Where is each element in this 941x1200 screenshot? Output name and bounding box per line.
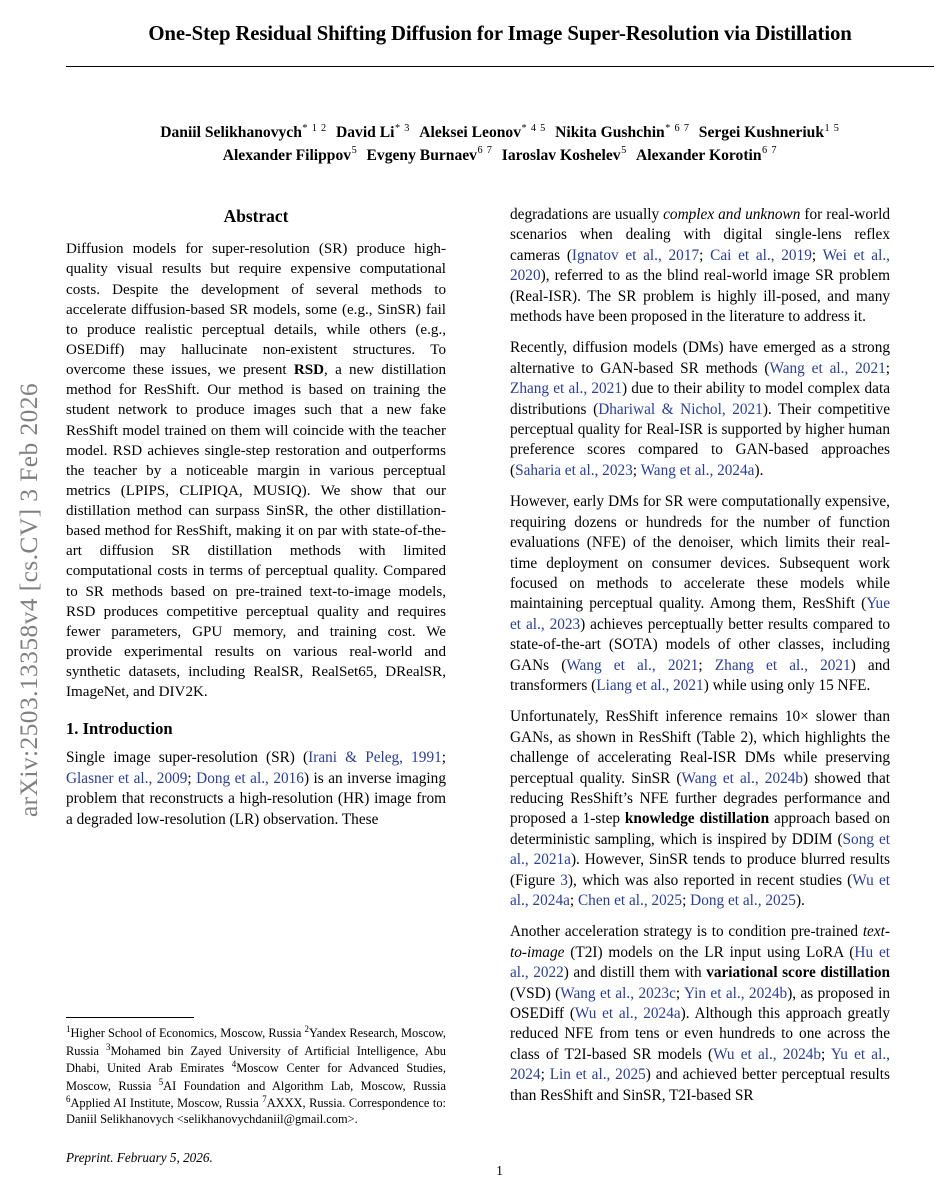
citation-link[interactable]: Lin et al., 2025 bbox=[549, 1066, 646, 1084]
citation-link[interactable]: Liang et al., 2021 bbox=[596, 676, 704, 694]
rc-p1-sep-1: ; bbox=[699, 246, 711, 264]
author-name: David Li bbox=[335, 124, 395, 142]
author-entry bbox=[555, 124, 690, 141]
rc-p1-italic: complex and unknown bbox=[663, 206, 801, 223]
rc-p2-part-3: ). Their competitive perceptual quality for Real-ISR is supported by higher human preference scores compared to GAN-based approaches ( bbox=[510, 400, 890, 479]
footnote-marker-6: 6 bbox=[66, 1094, 71, 1105]
author-entry bbox=[367, 147, 493, 164]
footnote-marker-3: 3 bbox=[106, 1041, 111, 1052]
rc-p3-sep-1: ; bbox=[698, 656, 715, 674]
rc-p5-part-4: (VSD) ( bbox=[510, 984, 561, 1002]
author-name: Nikita Gushchin bbox=[555, 124, 665, 142]
citation-link[interactable]: Zhang et al., 2021 bbox=[714, 656, 851, 674]
footnote-marker-1: 1 bbox=[66, 1024, 71, 1034]
rc-p4-part-5: ), which was also reported in recent studies ( bbox=[567, 871, 853, 889]
rc-p2-part-4: ). bbox=[754, 461, 764, 479]
rc-p4-part-2: ) showed that reducing ResShift’s NFE further degrades performance and proposed a 1-step bbox=[510, 769, 890, 828]
author-entry bbox=[223, 147, 358, 164]
citation-link[interactable]: Dhariwal & Nichol, 2021 bbox=[598, 400, 763, 418]
author-affiliation-marks: 6 7 bbox=[477, 145, 493, 157]
citation-link[interactable]: Song et al., 2021a bbox=[510, 830, 890, 869]
rc-p4-bold: knowledge distillation bbox=[624, 810, 770, 828]
citation-link[interactable]: Dong et al., 2025 bbox=[690, 892, 796, 909]
citation-link[interactable]: Ignatov et al., 2017 bbox=[571, 246, 700, 264]
rc-p3-part-4: ) while using only 15 NFE. bbox=[703, 676, 871, 694]
rc-p1-part-3: ), referred to as the blind real-world image SR problem (Real-ISR). The SR problem is highly ill-posed, and many methods have been proposed in the literature to address it. bbox=[510, 267, 890, 326]
rc-p5-part-2: (T2I) models on the LR input using LoRA ( bbox=[564, 943, 855, 961]
author-name: Alexander Filippov bbox=[222, 146, 352, 164]
rc-p4-part-1: Unfortunately, ResShift inference remains 10× slower than GANs, as shown in ResShift (Table 2), which highlights the challenge of accelerating Real-ISR DMs while preserving perceptual quality. SinSR ( bbox=[510, 708, 890, 787]
footnote-marker-7: 7 bbox=[262, 1094, 267, 1105]
rc-p2-sep-1: ; bbox=[885, 359, 890, 377]
author-name: Sergei Kushneriuk bbox=[698, 124, 824, 142]
citation-link[interactable]: Wu et al., 2024b bbox=[713, 1045, 822, 1063]
body-paragraph bbox=[510, 205, 890, 327]
rc-p5-bold: variational score distillation bbox=[706, 964, 890, 982]
citation-link[interactable]: Hu et al., 2022 bbox=[510, 943, 891, 982]
author-entry bbox=[336, 124, 410, 141]
citation-link[interactable]: Wei et al., 2020 bbox=[510, 246, 890, 285]
rc-p2-sep-2: ; bbox=[632, 461, 641, 479]
footnote-text-5: AI Foundation and Algorithm Lab, Moscow, Russia bbox=[163, 1078, 446, 1093]
intro-text-part-1: Single image super-resolution (SR) ( bbox=[66, 749, 309, 767]
rc-p5-sep-1: ; bbox=[675, 984, 684, 1002]
citation-link[interactable]: Yu et al., 2024 bbox=[510, 1045, 890, 1084]
footnote-marker-5: 5 bbox=[158, 1076, 164, 1087]
author-affiliation-marks: * 6 7 bbox=[665, 123, 690, 134]
body-paragraph bbox=[510, 922, 890, 1106]
author-list bbox=[66, 122, 934, 167]
citation-link[interactable]: Glasner et al., 2009 bbox=[66, 769, 188, 787]
citation-link[interactable]: Wang et al., 2024b bbox=[681, 769, 804, 787]
footnote-marker-4: 4 bbox=[231, 1059, 237, 1070]
author-affiliation-marks: 5 bbox=[621, 145, 628, 157]
author-affiliation-marks: 6 7 bbox=[762, 145, 778, 157]
author-affiliation-marks: 1 5 bbox=[824, 123, 840, 134]
citation-link[interactable]: Chen et al., 2025 bbox=[577, 892, 683, 909]
footnote-text-2: Yandex Research, Moscow, Russia bbox=[66, 1026, 446, 1058]
author-name: Aleksei Leonov bbox=[419, 124, 522, 142]
rc-p5-sep-3: ; bbox=[540, 1066, 550, 1084]
rc-p5-italic: text-to-image bbox=[510, 923, 890, 961]
preprint-notice: Preprint. February 5, 2026. bbox=[66, 1150, 213, 1165]
author-affiliation-marks: * 1 2 bbox=[302, 123, 327, 134]
title-divider bbox=[66, 66, 934, 67]
author-affiliation-marks: * 4 5 bbox=[521, 123, 547, 134]
footnote-divider bbox=[66, 1017, 194, 1018]
introduction-section bbox=[66, 719, 446, 830]
footnote-marker-2: 2 bbox=[304, 1024, 309, 1034]
rc-p1-part-2: for real-world scenarios when dealing with digital single-lens reflex cameras ( bbox=[510, 206, 890, 264]
rc-p2-part-1: Recently, diffusion models (DMs) have emerged as a strong alternative to GAN-based SR methods ( bbox=[510, 339, 890, 377]
arxiv-stamp bbox=[0, 0, 58, 1200]
citation-link[interactable]: Wang et al., 2023c bbox=[560, 984, 676, 1002]
left-column bbox=[66, 205, 446, 830]
author-name: Alexander Korotin bbox=[636, 146, 762, 164]
intro-sep-1: ; bbox=[441, 749, 446, 767]
footnote-text-4: Moscow Center for Advanced Studies, Moscow, Russia bbox=[66, 1061, 446, 1093]
title-block bbox=[66, 22, 934, 67]
rc-p5-part-7: ) and achieved better perceptual results than ResShift and SinSR, T2I-based SR bbox=[510, 1066, 890, 1104]
intro-sep-2: ; bbox=[187, 769, 197, 787]
citation-link[interactable]: Zhang et al., 2021 bbox=[510, 380, 622, 398]
rc-p4-sep-1: ; bbox=[569, 892, 578, 909]
figure-reference-link[interactable]: 3 bbox=[560, 871, 568, 889]
author-entry bbox=[419, 124, 546, 141]
rc-p5-part-3: ) and distill them with bbox=[563, 964, 707, 982]
rc-p4-sep-2: ; bbox=[682, 892, 691, 909]
rc-p2-part-2: ) due to their ability to model complex data distributions ( bbox=[510, 380, 891, 418]
footnote-text-7: AXXX, Russia. Correspondence to: Daniil Selikhanovych <selikhanovychdaniil@gmail.com>. bbox=[66, 1096, 446, 1126]
right-column bbox=[510, 205, 890, 1106]
author-entry bbox=[636, 147, 777, 164]
rc-p3-part-2: ) achieves perceptually better results compared to state-of-the-art (SOTA) models of other classes, including GANs ( bbox=[510, 615, 890, 674]
rc-p1-part-1: degradations are usually bbox=[510, 206, 664, 223]
citation-link[interactable]: Wang et al., 2021 bbox=[769, 359, 886, 377]
abstract-paragraph bbox=[66, 239, 446, 702]
section-heading-introduction: 1. Introduction bbox=[66, 719, 173, 739]
citation-link[interactable]: Cai et al., 2019 bbox=[710, 246, 812, 264]
citation-link[interactable]: Saharia et al., 2023 bbox=[515, 461, 633, 479]
page-number: 1 bbox=[496, 1163, 503, 1178]
body-paragraph bbox=[510, 707, 890, 911]
rc-p5-part-5: ), as proposed in OSEDiff ( bbox=[510, 984, 890, 1023]
citation-link[interactable]: Wu et al., 2024a bbox=[510, 871, 891, 909]
footnote-text-6: Applied AI Institute, Moscow, Russia bbox=[70, 1096, 263, 1111]
introduction-paragraph bbox=[66, 748, 446, 830]
rc-p4-part-6: ). bbox=[795, 892, 805, 909]
abstract-heading: Abstract bbox=[223, 206, 289, 226]
author-affiliation-marks: * 3 bbox=[394, 123, 411, 134]
rc-p5-part-1: Another acceleration strategy is to condition pre-trained bbox=[510, 923, 863, 941]
citation-link[interactable]: Yin et al., 2024b bbox=[683, 984, 788, 1002]
rc-p1-sep-2: ; bbox=[811, 246, 823, 264]
footnote-affiliations bbox=[66, 1024, 446, 1127]
citation-link[interactable]: Yue et al., 2023 bbox=[510, 595, 890, 633]
rc-p4-part-4: ). However, SinSR tends to produce blurred results (Figure bbox=[510, 851, 890, 889]
footnote-text-1: Higher School of Economics, Moscow, Russia bbox=[70, 1026, 305, 1041]
abstract-body bbox=[66, 239, 446, 702]
author-name: Daniil Selikhanovych bbox=[160, 124, 302, 142]
arxiv-stamp-text: arXiv:2503.13358v4 [cs.CV] 3 Feb 2026 bbox=[14, 382, 43, 818]
citation-link[interactable]: Irani & Peleg, 1991 bbox=[308, 749, 442, 767]
author-entry bbox=[160, 124, 327, 141]
rc-p4-part-3: approach based on deterministic sampling, which is inspired by DDIM ( bbox=[510, 810, 890, 848]
footnote-text-3: Mohamed bin Zayed University of Artificial Intelligence, Abu Dhabi, United Arab Emirates bbox=[66, 1043, 446, 1076]
intro-text-part-2: ) is an inverse imaging problem that reconstructs a high-resolution (HR) image from a degraded low-resolution (LR) observation. These bbox=[66, 769, 446, 828]
rc-p3-part-1: However, early DMs for SR were computationally expensive, requiring dozens or hundreds for the number of function evaluations (NFE) of the denoiser, which limits their real-time deployment on consumer devices. Subsequent work focused on methods to accelerate these models while maintaining perceptual quality. Among them, ResShift ( bbox=[510, 493, 890, 613]
rc-p3-part-3: ) and transformers ( bbox=[510, 656, 891, 694]
body-paragraph bbox=[510, 338, 890, 481]
citation-link[interactable]: Wu et al., 2024a bbox=[574, 1005, 681, 1023]
abstract-text-part-2: , a new distillation method for ResShift. Our method is based on training the student network to produce images such that a new fake ResShift model trained on them will coincide with the teacher model. RSD achieves single-step restoration and outperforms the teacher by a noticeable margin in various perceptual metrics (LPIPS, CLIPIQA, MUSIQ). We show that our distillation method can surpass SinSR, the other distillation-based method for ResShift, making it on par with state-of-the-art diffusion SR distillation methods with limited computational costs in terms of perceptual quality. Compared to SR methods based on pre-trained text-to-image models, RSD produces competitive perceptual quality and requires fewer parameters, GPU memory, and training cost. We provide experimental results on various real-world and synthetic datasets, including RealSR, RealSet65, DRealSR, ImageNet, and DIV2K. bbox=[66, 362, 446, 701]
page-title: One-Step Residual Shifting Diffusion for Image Super-Resolution via Distillation bbox=[148, 22, 852, 45]
author-name: Iaroslav Koshelev bbox=[501, 146, 621, 164]
citation-link[interactable]: Wang et al., 2021 bbox=[566, 656, 699, 674]
citation-link[interactable]: Dong et al., 2016 bbox=[196, 769, 304, 787]
author-entry bbox=[502, 147, 627, 164]
rc-p5-part-6: ). Although this approach greatly reduced NFE from tens or even hundreds to one across the class of T2I-based SR models ( bbox=[510, 1005, 890, 1063]
author-name: Evgeny Burnaev bbox=[366, 146, 477, 164]
abstract-text-part-1: Diffusion models for super-resolution (SR) produce high-quality visual results but require expensive computational costs. Despite the development of several methods to accelerate diffusion-based SR models, some (e.g., SinSR) fail to produce realistic perceptual details, while others (e.g., OSEDiff) may hallucinate non-existent structures. To overcome these issues, we present bbox=[66, 241, 446, 379]
abstract-bold-rsd: RSD bbox=[293, 362, 325, 379]
body-paragraph bbox=[510, 492, 890, 696]
author-affiliation-marks: 5 bbox=[351, 145, 358, 157]
paper-page bbox=[58, 0, 941, 1200]
rc-p5-sep-2: ; bbox=[821, 1045, 831, 1063]
author-entry bbox=[699, 124, 840, 141]
citation-link[interactable]: Wang et al., 2024a bbox=[640, 461, 755, 479]
